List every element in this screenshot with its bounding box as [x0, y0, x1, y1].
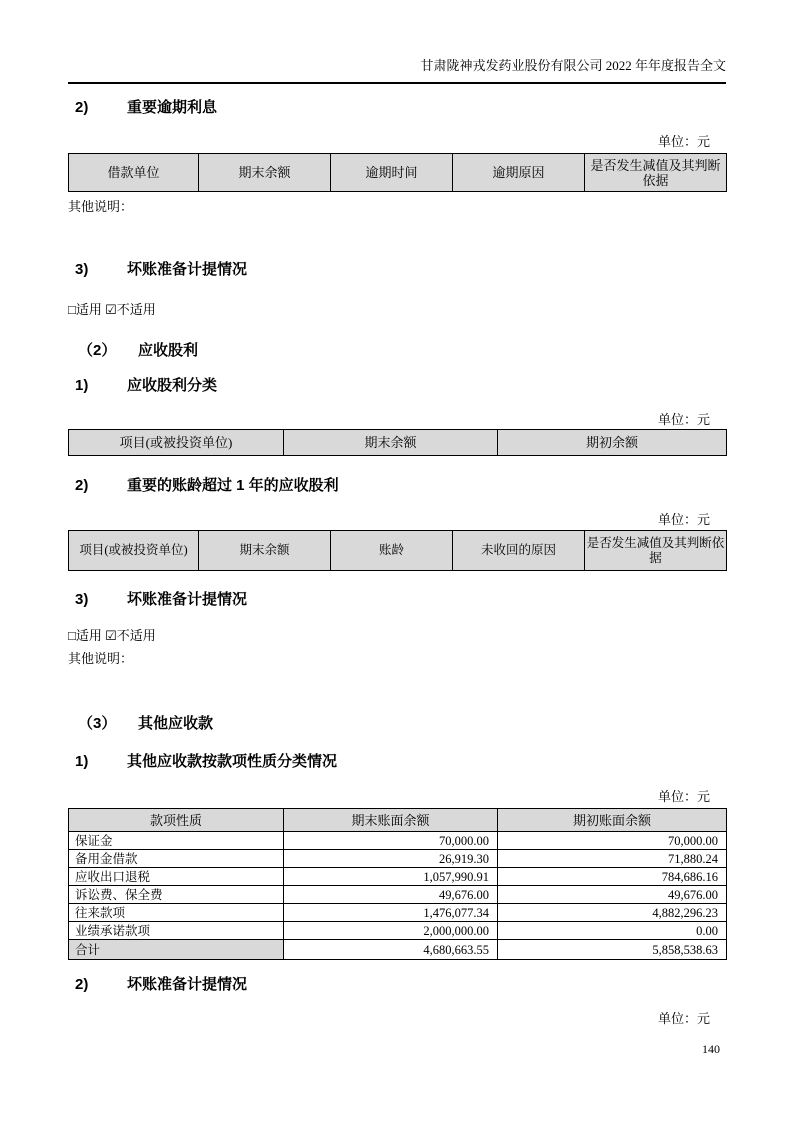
cell-opening-balance: 49,676.00: [498, 886, 727, 904]
cell-nature: 往来款项: [69, 904, 284, 922]
cell-nature: 业绩承诺款项: [69, 922, 284, 940]
heading-number: 2): [75, 99, 89, 116]
table-row: [69, 832, 727, 850]
column-header: 期末余额: [199, 154, 331, 192]
section-heading-bad-debt-provision-1: [68, 261, 726, 278]
applicability-checkboxes: □适用 ☑不适用: [68, 628, 156, 643]
section-heading-other-receivables: [68, 715, 726, 732]
heading-number: 2): [75, 477, 89, 494]
unit-label: 单位：元: [657, 412, 710, 427]
heading-text: 应收股利分类: [127, 377, 218, 394]
column-header: 款项性质: [69, 809, 284, 832]
cell-total-opening: 5,858,538.63: [498, 940, 727, 960]
unit-label: 单位：元: [657, 789, 710, 804]
overdue-interest-table: [68, 153, 727, 192]
cell-opening-balance: 4,882,296.23: [498, 904, 727, 922]
cell-nature: 备用金借款: [69, 850, 284, 868]
table-header-row: [69, 809, 727, 832]
heading-text: 其他应收款按款项性质分类情况: [127, 753, 338, 770]
applicability-checkboxes: □适用 ☑不适用: [68, 302, 156, 317]
section-heading-bad-debt-provision-2: [68, 591, 726, 608]
table-row: [69, 922, 727, 940]
section-heading-dividends-receivable: [68, 342, 726, 359]
cell-closing-balance: 1,476,077.34: [284, 904, 498, 922]
table-row: [69, 886, 727, 904]
column-header: 项目(或被投资单位): [69, 430, 284, 456]
table-total-row: [69, 940, 727, 960]
column-header: 是否发生减值及其判断依据: [585, 531, 727, 571]
heading-number: 1): [75, 377, 89, 394]
cell-closing-balance: 2,000,000.00: [284, 922, 498, 940]
column-header: 期末账面余额: [284, 809, 498, 832]
table-row: [69, 850, 727, 868]
cell-closing-balance: 1,057,990.91: [284, 868, 498, 886]
cell-nature: 保证金: [69, 832, 284, 850]
column-header: 逾期时间: [331, 154, 453, 192]
section-heading-dividends-classification: [68, 377, 726, 394]
column-header: 项目(或被投资单位): [69, 531, 199, 571]
cell-nature: 应收出口退税: [69, 868, 284, 886]
heading-text: 重要逾期利息: [127, 99, 218, 116]
cell-nature: 诉讼费、保全费: [69, 886, 284, 904]
heading-number: 3): [75, 591, 89, 608]
heading-text: 坏账准备计提情况: [127, 261, 248, 278]
section-heading-dividends-over-1-year: [68, 477, 726, 494]
heading-text: 坏账准备计提情况: [127, 591, 248, 608]
table-row: [69, 904, 727, 922]
cell-closing-balance: 70,000.00: [284, 832, 498, 850]
cell-closing-balance: 49,676.00: [284, 886, 498, 904]
column-header: 未收回的原因: [453, 531, 585, 571]
table-header-row: [69, 531, 727, 571]
section-heading-bad-debt-provision-3: [68, 976, 726, 993]
cell-opening-balance: 0.00: [498, 922, 727, 940]
heading-text: 其他应收款: [138, 715, 214, 732]
heading-text: 重要的账龄超过 1 年的应收股利: [127, 477, 339, 494]
cell-opening-balance: 70,000.00: [498, 832, 727, 850]
cell-opening-balance: 784,686.16: [498, 868, 727, 886]
heading-number: 3): [75, 261, 89, 278]
unit-label: 单位：元: [657, 512, 710, 527]
page-number: 140: [702, 1042, 720, 1056]
column-header: 期初账面余额: [498, 809, 727, 832]
column-header: 是否发生减值及其判断依据: [585, 154, 727, 192]
cell-opening-balance: 71,880.24: [498, 850, 727, 868]
heading-number: 1): [75, 753, 89, 770]
other-receivables-table: [68, 808, 727, 960]
section-heading-other-receivables-by-nature: [68, 753, 726, 770]
cell-total-label: 合计: [69, 940, 284, 960]
heading-number: （3）: [78, 715, 117, 732]
report-header-title: 甘肃陇神戎发药业股份有限公司 2022 年年度报告全文: [68, 57, 726, 84]
dividends-classification-table: [68, 429, 727, 456]
cell-closing-balance: 26,919.30: [284, 850, 498, 868]
cell-total-closing: 4,680,663.55: [284, 940, 498, 960]
table-row: [69, 868, 727, 886]
dividends-over-1-year-table: [68, 530, 727, 571]
heading-text: 坏账准备计提情况: [127, 976, 248, 993]
unit-label: 单位：元: [657, 1011, 710, 1026]
table-header-row: [69, 154, 727, 192]
column-header: 期末余额: [199, 531, 331, 571]
table-header-row: [69, 430, 727, 456]
column-header: 借款单位: [69, 154, 199, 192]
other-notes-label: 其他说明：: [68, 651, 134, 666]
column-header: 账龄: [331, 531, 453, 571]
other-notes-label: 其他说明：: [68, 199, 134, 214]
heading-text: 应收股利: [138, 342, 199, 359]
column-header: 逾期原因: [453, 154, 585, 192]
heading-number: （2）: [78, 342, 117, 359]
unit-label: 单位：元: [657, 134, 710, 149]
column-header: 期初余额: [498, 430, 727, 456]
column-header: 期末余额: [284, 430, 498, 456]
section-heading-overdue-interest: [68, 99, 726, 116]
heading-number: 2): [75, 976, 89, 993]
